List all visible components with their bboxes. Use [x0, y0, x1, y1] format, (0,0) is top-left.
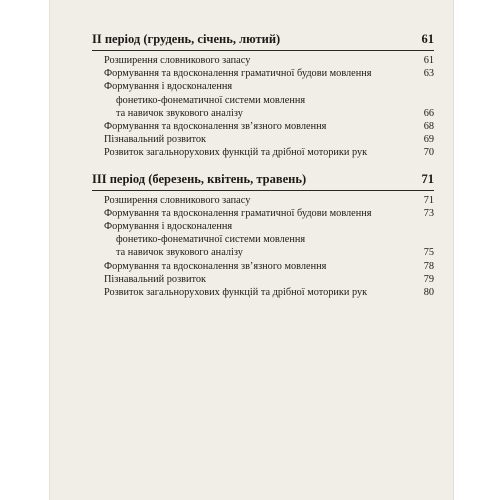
entry-text: Формування і вдосконалення — [104, 81, 233, 93]
toc-entry — [92, 54, 434, 67]
entry-text: Формування і вдосконалення — [104, 221, 233, 233]
entry-text: Формування та вдосконалення граматичної будови мовлення — [104, 207, 372, 219]
entry-page-number: 78 — [423, 260, 434, 272]
toc-entry — [92, 286, 434, 299]
entry-text-continuation: фонетико-фонематичної системи мовлення — [116, 94, 306, 106]
entry-page-number: 61 — [423, 55, 434, 66]
entry-page-number: 71 — [423, 194, 434, 206]
entry-page-number: 73 — [423, 207, 434, 219]
section-page-number: 71 — [421, 171, 434, 186]
section-divider — [92, 190, 434, 191]
toc-entry — [92, 260, 434, 273]
entry-text-continuation: та навичок звукового аналізу — [116, 107, 243, 119]
table-of-contents — [92, 30, 434, 299]
toc-entry — [92, 67, 434, 80]
toc-entry — [92, 220, 434, 260]
entry-text: Формування та вдосконалення зв’язного мовлення — [104, 260, 327, 272]
section-title: ІІ період (грудень, січень, лютий) — [92, 32, 281, 46]
entry-page-number: 63 — [423, 68, 434, 80]
toc-entry — [92, 194, 434, 207]
entry-page-number: 80 — [423, 287, 434, 299]
toc-entry — [92, 120, 434, 133]
section-title: ІІІ період (березень, квітень, травень) — [92, 171, 307, 186]
toc-section — [92, 170, 434, 300]
toc-entry — [92, 273, 434, 286]
entry-text: Розвиток загальнорухових функцій та дрібної моторики рук — [104, 147, 368, 159]
toc-section — [92, 30, 434, 160]
toc-entry — [92, 133, 434, 146]
entry-page-number: 68 — [423, 121, 434, 133]
entry-text: Розширення словникового запасу — [104, 194, 251, 206]
toc-entry — [92, 207, 434, 220]
entry-text: Розширення словникового запасу — [104, 55, 251, 66]
section-heading — [92, 30, 434, 48]
entry-text: Формування та вдосконалення зв’язного мовлення — [104, 121, 327, 133]
book-page — [50, 0, 453, 500]
entry-page-number: 69 — [423, 134, 434, 146]
entry-text: Пізнавальний розвиток — [104, 134, 207, 146]
section-divider — [92, 50, 434, 51]
section-heading — [92, 170, 434, 188]
entry-text: Розвиток загальнорухових функцій та дрібної моторики рук — [104, 287, 368, 299]
section-page-number: 61 — [421, 32, 434, 46]
entry-text-continuation: фонетико-фонематичної системи мовлення — [116, 234, 306, 246]
entry-page-number: 70 — [423, 147, 434, 159]
toc-entry — [92, 146, 434, 159]
entry-text: Формування та вдосконалення граматичної будови мовлення — [104, 68, 372, 80]
toc-entry — [92, 80, 434, 120]
entry-page-number: 75 — [423, 247, 434, 259]
entry-text: Пізнавальний розвиток — [104, 273, 207, 285]
entry-text-continuation: та навичок звукового аналізу — [116, 247, 243, 259]
entry-page-number: 79 — [423, 273, 434, 285]
entry-page-number: 66 — [423, 107, 434, 119]
